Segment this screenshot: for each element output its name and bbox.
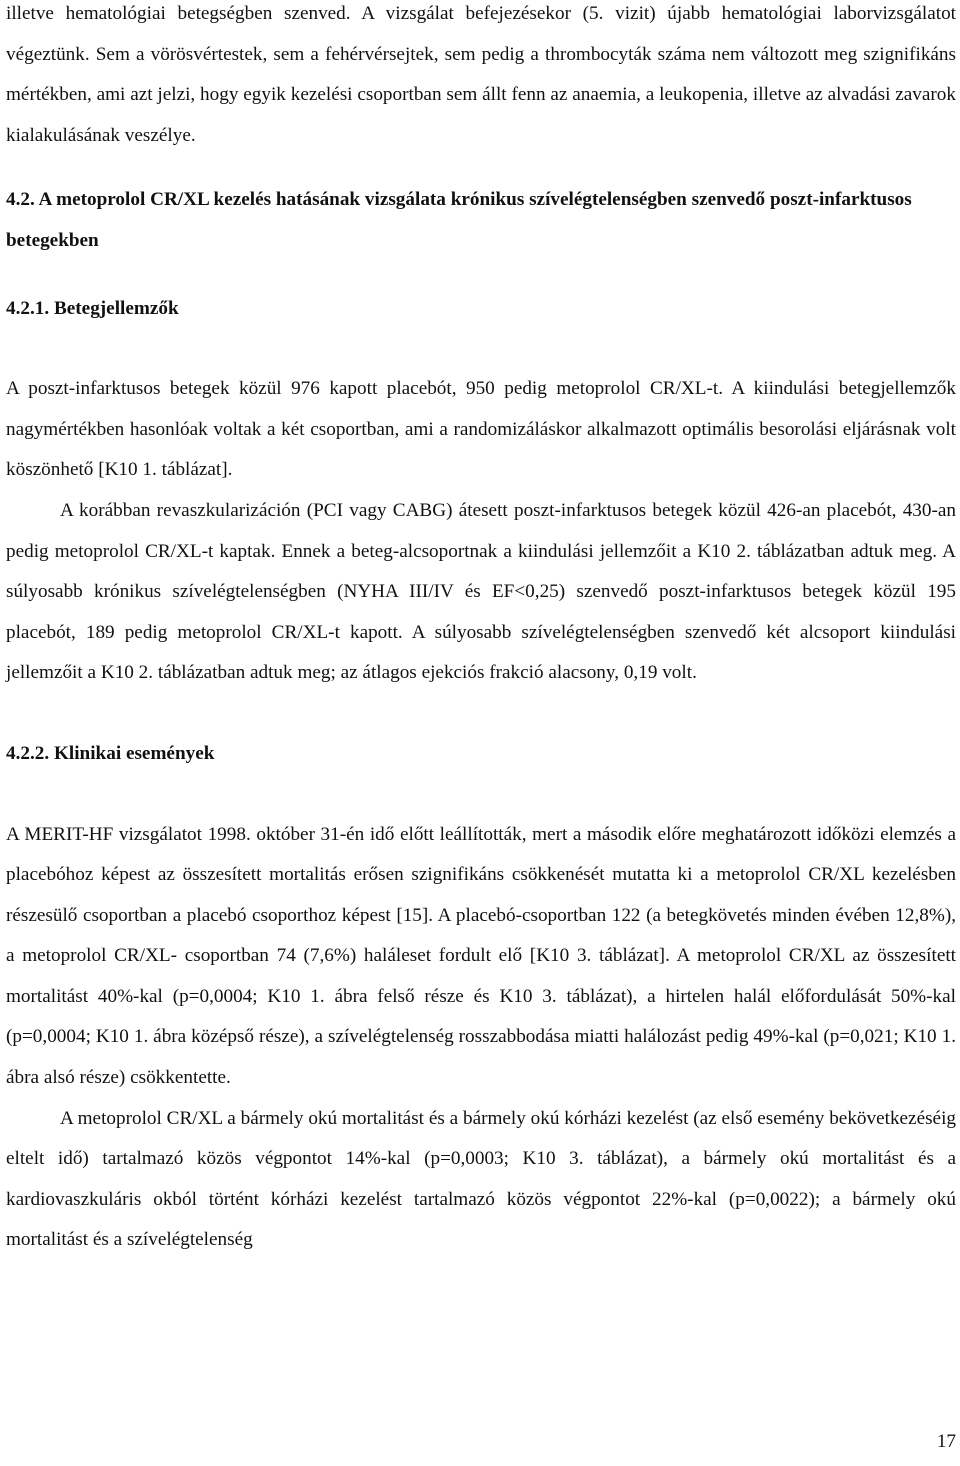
heading-section-4-2: 4.2. A metoprolol CR/XL kezelés hatásának vizsgálata krónikus szívelégtelenségben szenvedő poszt-infarktusos betegekben [6,189,912,251]
heading-section-4-2-1: 4.2.1. Betegjellemzők [6,297,179,319]
paragraph-events-1: A MERIT-HF vizsgálatot 1998. október 31-én idő előtt leállították, mert a második előre meghatározott időközi elemzés a placebóhoz képest az összesített mortalitás erősen szignifikáns csökkenését mutatta ki a metoprolol CR/XL kezelésben részesülő csoportban a placebó csoporthoz képest [15]. A placebó-csoportban 122 (a betegkövetés minden évében 12,8%), a metoprolol CR/XL- csoportban 74 (7,6%) haláleset fordult elő [K10 3. táblázat]. A metoprolol CR/XL az összesített mortalitást 40%-kal (p=0,0004; K10 1. ábra felső része és K10 3. táblázat), a hirtelen halál előfordulását 50%-kal (p=0,0004; K10 1. ábra középső része), a szívelégtelenség rosszabbodása miatti halálozást pedig 49%-kal (p=0,021; K10 1. ábra alsó része) csökkentette. [6,823,956,1089]
paragraph-intro: illetve hematológiai betegségben szenved. A vizsgálat befejezésekor (5. vizit) újabb hematológiai laborvizsgálatot végeztünk. Sem a vörösvértestek, sem a fehérvérsejtek, sem pedig a thrombocyták száma nem változott meg szignifikáns mértékben, ami azt jelzi, hogy egyik kezelési csoportban sem állt fenn az anaemia, a leukopenia, illetve az alvadási zavarok kialakulásának veszélye. [6,3,956,146]
heading-section-4-2-2: 4.2.2. Klinikai események [6,742,215,764]
paragraph-characteristics-1: A poszt-infarktusos betegek közül 976 kapott placebót, 950 pedig metoprolol CR/XL-t. A kiindulási betegjellemzők nagymértékben hasonlóak voltak a két csoportban, ami a randomizáláskor alkalmazott optimális besorolási eljárásnak volt köszönhető [K10 1. táblázat]. [6,378,956,481]
document-page [6,0,956,1261]
page-number: 17 [936,1431,956,1452]
paragraph-characteristics-2: A korábban revaszkularizáción (PCI vagy CABG) átesett poszt-infarktusos betegek közül 426-an placebót, 430-an pedig metoprolol CR/XL-t kaptak. Ennek a beteg-alcsoportnak a kiindulási jellemzőit a K10 2. táblázatban adtuk meg. A súlyosabb krónikus szívelégtelenségben (NYHA III/IV és EF<0,25) szenvedő poszt-infarktusos betegek közül 195 placebót, 189 pedig metoprolol CR/XL-t kapott. A súlyosabb szívelégtelenségben szenvedő két alcsoport kiindulási jellemzőit a K10 2. táblázatban adtuk meg; az átlagos ejekciós frakció alacsony, 0,19 volt. [6,499,956,684]
paragraph-events-2: A metoprolol CR/XL a bármely okú mortalitást és a bármely okú kórházi kezelést (az első esemény bekövetkezéséig eltelt idő) tartalmazó közös végpontot 14%-kal (p=0,0003; K10 3. táblázat), a bármely okú mortalitást és a kardiovaszkuláris okból történt kórházi kezelést tartalmazó közös végpontot 22%-kal (p=0,0022); a bármely okú mortalitást és a szívelégtelenség [6,1107,956,1251]
